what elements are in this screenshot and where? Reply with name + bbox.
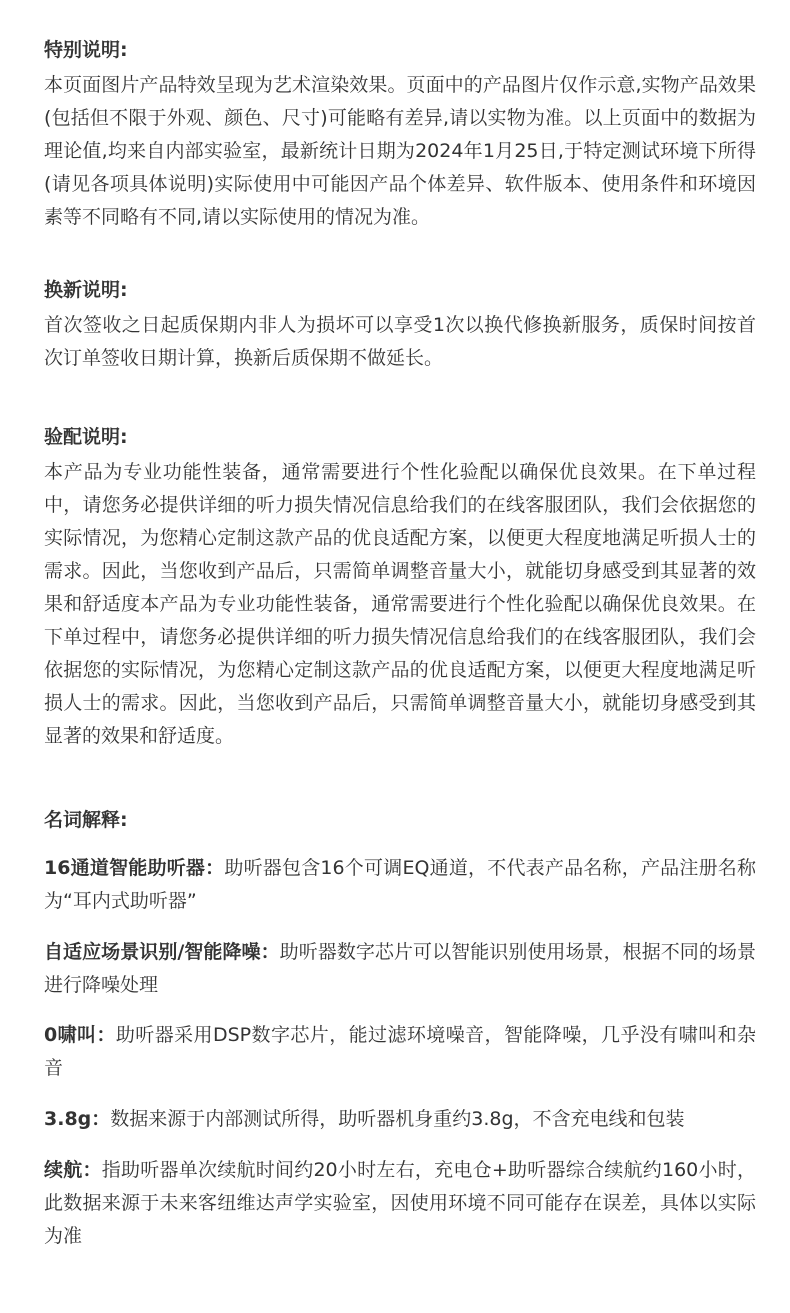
glossary-term [44,1103,756,1136]
glossary-term-definition: 指助听器单次续航时间约20小时左右，充电仓+助听器综合续航约160小时，此数据来源于未来客纽维达声学实验室，因使用环境不同可能存在误差，具体以实际为准 [44,1159,756,1247]
fitting-note-heading: 验配说明: [44,426,128,448]
fitting-note-section [44,423,756,753]
glossary-term-definition: 数据来源于内部测试所得，助听器机身重约3.8g，不含充电线和包装 [110,1108,685,1130]
fitting-note-body: 本产品为专业功能性装备，通常需要进行个性化验配以确保优良效果。在下单过程中，请您务必提供详细的听力损失情况信息给我们的在线客服团队，我们会依据您的实际情况，为您精心定制这款产品的优良适配方案，以便更大程度地满足听损人士的需求。因此，当您收到产品后，只需简单调整音量大小，就能切身感受到其显著的效果和舒适度本产品为专业功能性装备，通常需要进行个性化验配以确保优良效果。在下单过程中，请您务必提供详细的听力损失情况信息给我们的在线客服团队，我们会依据您的实际情况，为您精心定制这款产品的优良适配方案，以便更大程度地满足听损人士的需求。因此，当您收到产品后，只需简单调整音量大小，就能切身感受到其显著的效果和舒适度。 [44,461,756,747]
glossary-term-definition: 助听器数字芯片可以智能识别使用场景，根据不同的场景进行降噪处理 [44,941,756,996]
glossary-term [44,1154,756,1253]
glossary-term-key: 0啸叫： [44,1024,116,1046]
glossary-term [44,852,756,918]
glossary-section [44,806,756,839]
renewal-note-body: 首次签收之日起质保期内非人为损坏可以享受1次以换代修换新服务，质保时间按首次订单签收日期计算，换新后质保期不做延长。 [44,314,756,369]
glossary-term [44,936,756,1002]
glossary-term-definition: 助听器包含16个可调EQ通道，不代表产品名称，产品注册名称为“耳内式助听器” [44,857,756,912]
glossary-term-key: 自适应场景识别/智能降噪： [44,941,280,963]
renewal-note-heading: 换新说明: [44,279,128,301]
glossary-term [44,1019,756,1085]
glossary-term-definition: 助听器采用DSP数字芯片，能过滤环境噪音，智能降噪，几乎没有啸叫和杂音 [44,1024,756,1079]
special-note-heading: 特别说明: [44,39,128,61]
glossary-heading: 名词解释: [44,809,128,831]
special-note-section [44,36,756,234]
special-note-body: 本页面图片产品特效呈现为艺术渲染效果。页面中的产品图片仅作示意,实物产品效果(包括但不限于外观、颜色、尺寸)可能略有差异,请以实物为准。以上页面中的数据为理论值,均来自内部实验室，最新统计日期为2024年1月25日,于特定测试环境下所得(请见各项具体说明)实际使用中可能因产品个体差异、软件版本、使用条件和环境因素等不同略有不同,请以实际使用的情况为准。 [44,74,756,228]
renewal-note-section [44,276,756,375]
glossary-term-key: 3.8g： [44,1108,111,1130]
glossary-term-key: 续航： [44,1159,102,1181]
glossary-term-key: 16通道智能助听器： [44,857,225,879]
